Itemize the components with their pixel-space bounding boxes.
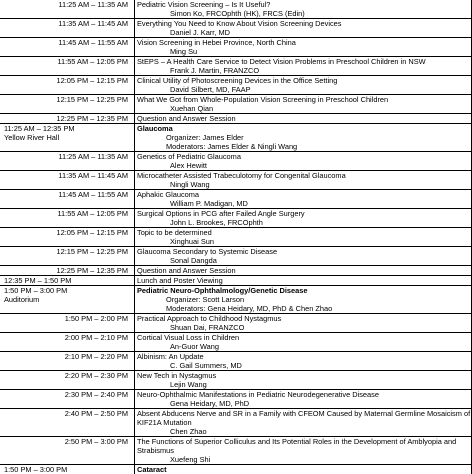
session-time: 12:05 PM – 12:15 PM [0, 228, 134, 237]
session-time: 12:25 PM – 12:35 PM [0, 266, 134, 275]
talk-title: Absent Abducens Nerve and SR in a Family with CFEOM Caused by Maternal Germline Mosaicism of KIF21A Mutation [137, 409, 471, 427]
session-cell [135, 352, 472, 371]
talk-speaker: Xinghuai Sun [137, 237, 471, 246]
talk-speaker: Xuefeng Shi [137, 455, 471, 464]
time-cell [0, 276, 135, 286]
talk-title: Microcatheter Assisted Trabeculotomy for Congenital Glaucoma [137, 171, 471, 180]
talk-title: The Functions of Superior Colliculus and Its Potential Roles in the Development of Amblyopia and Strabismus [137, 437, 471, 455]
session-cell [135, 266, 472, 276]
time-cell [0, 19, 135, 38]
session-cell [135, 228, 472, 247]
talk-title: Question and Answer Session [137, 114, 471, 123]
talk-speaker: Sonal Dangda [137, 256, 471, 265]
talk-title: Cortical Visual Loss in Children [137, 333, 471, 342]
time-cell [0, 209, 135, 228]
talk-title: Glaucoma Secondary to Systemic Disease [137, 247, 471, 256]
schedule-row [0, 333, 472, 352]
session-time: 2:40 PM – 2:50 PM [0, 409, 134, 418]
talk-speaker: Alex Hewitt [137, 161, 471, 170]
schedule-row [0, 209, 472, 228]
talk-speaker: Lejin Wang [137, 380, 471, 389]
time-cell [0, 333, 135, 352]
talk-title: StEPS – A Health Care Service to Detect Vision Problems in Preschool Children in NSW [137, 57, 471, 66]
session-cell [135, 114, 472, 124]
session-cell [135, 171, 472, 190]
session-cell [135, 76, 472, 95]
talk-title: What We Got from Whole-Population Vision Screening in Preschool Children [137, 95, 471, 104]
session-cell [135, 190, 472, 209]
time-cell [0, 38, 135, 57]
session-cell [135, 465, 472, 474]
time-cell [0, 352, 135, 371]
schedule-row [0, 286, 472, 314]
session-moderators: Moderators: Gena Heidary, MD, PhD & Chen Zhao [137, 304, 471, 313]
session-time: 11:25 AM – 11:35 AM [0, 152, 134, 161]
talk-speaker: John L. Brookes, FRCOphth [137, 218, 471, 227]
time-cell [0, 0, 135, 19]
session-time: 11:35 AM – 11:45 AM [0, 19, 134, 28]
session-cell [135, 333, 472, 352]
talk-title: Lunch and Poster Viewing [137, 276, 471, 285]
session-time: 2:50 PM – 3:00 PM [0, 437, 134, 446]
time-cell [0, 95, 135, 114]
time-cell [0, 228, 135, 247]
time-cell [0, 390, 135, 409]
session-cell [135, 390, 472, 409]
talk-title: Surgical Options in PCG after Failed Angle Surgery [137, 209, 471, 218]
time-cell [0, 371, 135, 390]
session-time: 2:10 PM – 2:20 PM [0, 352, 134, 361]
schedule-row [0, 76, 472, 95]
session-cell [135, 209, 472, 228]
schedule-row [0, 352, 472, 371]
time-cell [0, 465, 135, 474]
session-cell [135, 437, 472, 465]
talk-title: Practical Approach to Childhood Nystagmus [137, 314, 471, 323]
session-cell [135, 409, 472, 437]
session-cell [135, 38, 472, 57]
schedule-row [0, 171, 472, 190]
talk-speaker: Ningli Wang [137, 180, 471, 189]
talk-speaker: An-Guor Wang [137, 342, 471, 351]
time-cell [0, 152, 135, 171]
talk-speaker: Simon Ko, FRCOphth (HK), FRCS (Edin) [137, 9, 471, 18]
schedule-row [0, 314, 472, 333]
session-heading: Cataract [137, 465, 471, 474]
talk-speaker: William P. Madigan, MD [137, 199, 471, 208]
schedule-row [0, 19, 472, 38]
schedule-row [0, 247, 472, 266]
session-cell [135, 276, 472, 286]
session-location: Yellow River Hall [0, 133, 134, 142]
session-cell [135, 247, 472, 266]
talk-title: Vision Screening in Hebei Province, North China [137, 38, 471, 47]
session-time: 2:00 PM – 2:10 PM [0, 333, 134, 342]
schedule-row [0, 266, 472, 276]
talk-title: Topic to be determined [137, 228, 471, 237]
session-cell [135, 19, 472, 38]
session-time: 11:25 AM – 11:35 AM [0, 0, 134, 9]
schedule-row [0, 409, 472, 437]
session-cell [135, 95, 472, 114]
talk-title: Albinism: An Update [137, 352, 471, 361]
talk-title: Aphakic Glaucoma [137, 190, 471, 199]
schedule-row [0, 57, 472, 76]
talk-speaker: C. Gail Summers, MD [137, 361, 471, 370]
session-cell [135, 124, 472, 152]
talk-speaker: Xuehan Qian [137, 104, 471, 113]
session-time: 12:35 PM – 1:50 PM [0, 276, 134, 285]
session-time: 11:25 AM – 12:35 PM [0, 124, 134, 133]
talk-speaker: Daniel J. Karr, MD [137, 28, 471, 37]
schedule-row [0, 124, 472, 152]
time-cell [0, 57, 135, 76]
session-cell [135, 314, 472, 333]
session-time: 2:20 PM – 2:30 PM [0, 371, 134, 380]
talk-speaker: Shuan Dai, FRANZCO [137, 323, 471, 332]
session-time: 11:35 AM – 11:45 AM [0, 171, 134, 180]
talk-title: Clinical Utility of Photoscreening Devices in the Office Setting [137, 76, 471, 85]
schedule-row [0, 276, 472, 286]
schedule-row [0, 0, 472, 19]
schedule-row [0, 390, 472, 409]
talk-title: Question and Answer Session [137, 266, 471, 275]
session-time: 12:15 PM – 12:25 PM [0, 95, 134, 104]
time-cell [0, 114, 135, 124]
talk-speaker: Chen Zhao [137, 427, 471, 436]
talk-speaker: Gena Heidary, MD, PhD [137, 399, 471, 408]
session-time: 1:50 PM – 3:00 PM [0, 286, 134, 295]
talk-speaker: Frank J. Martin, FRANZCO [137, 66, 471, 75]
time-cell [0, 266, 135, 276]
talk-title: Genetics of Pediatric Glaucoma [137, 152, 471, 161]
session-time: 2:30 PM – 2:40 PM [0, 390, 134, 399]
time-cell [0, 76, 135, 95]
schedule-row [0, 228, 472, 247]
time-cell [0, 124, 135, 152]
session-moderators: Moderators: James Elder & Ningli Wang [137, 142, 471, 151]
talk-title: Everything You Need to Know About Vision Screening Devices [137, 19, 471, 28]
schedule-row [0, 152, 472, 171]
schedule-row [0, 95, 472, 114]
session-time: 11:55 AM – 12:05 PM [0, 57, 134, 66]
session-organizer: Organizer: James Elder [137, 133, 471, 142]
session-time: 1:50 PM – 3:00 PM [0, 465, 134, 474]
session-cell [135, 371, 472, 390]
session-time: 11:45 AM – 11:55 AM [0, 38, 134, 47]
time-cell [0, 286, 135, 314]
session-time: 1:50 PM – 2:00 PM [0, 314, 134, 323]
talk-title: Neuro-Ophthalmic Manifestations in Pediatric Neurodegenerative Disease [137, 390, 471, 399]
schedule-row [0, 437, 472, 465]
session-cell [135, 152, 472, 171]
session-time: 11:55 AM – 12:05 PM [0, 209, 134, 218]
session-time: 12:25 PM – 12:35 PM [0, 114, 134, 123]
time-cell [0, 171, 135, 190]
session-heading: Glaucoma [137, 124, 471, 133]
schedule-row [0, 190, 472, 209]
talk-title: Pediatric Vision Screening – Is It Useful? [137, 0, 471, 9]
session-time: 11:45 AM – 11:55 AM [0, 190, 134, 199]
session-heading: Pediatric Neuro-Ophthalmology/Genetic Disease [137, 286, 471, 295]
time-cell [0, 437, 135, 465]
session-time: 12:05 PM – 12:15 PM [0, 76, 134, 85]
session-time: 12:15 PM – 12:25 PM [0, 247, 134, 256]
schedule-row [0, 465, 472, 474]
schedule-row [0, 38, 472, 57]
session-location: Auditorium [0, 295, 134, 304]
session-organizer: Organizer: Scott Larson [137, 295, 471, 304]
talk-speaker: David Silbert, MD, FAAP [137, 85, 471, 94]
time-cell [0, 409, 135, 437]
session-cell [135, 0, 472, 19]
time-cell [0, 314, 135, 333]
schedule-row [0, 371, 472, 390]
talk-speaker: Ming Su [137, 47, 471, 56]
session-cell [135, 57, 472, 76]
session-cell [135, 286, 472, 314]
time-cell [0, 190, 135, 209]
schedule-row [0, 114, 472, 124]
talk-title: New Tech in Nystagmus [137, 371, 471, 380]
time-cell [0, 247, 135, 266]
